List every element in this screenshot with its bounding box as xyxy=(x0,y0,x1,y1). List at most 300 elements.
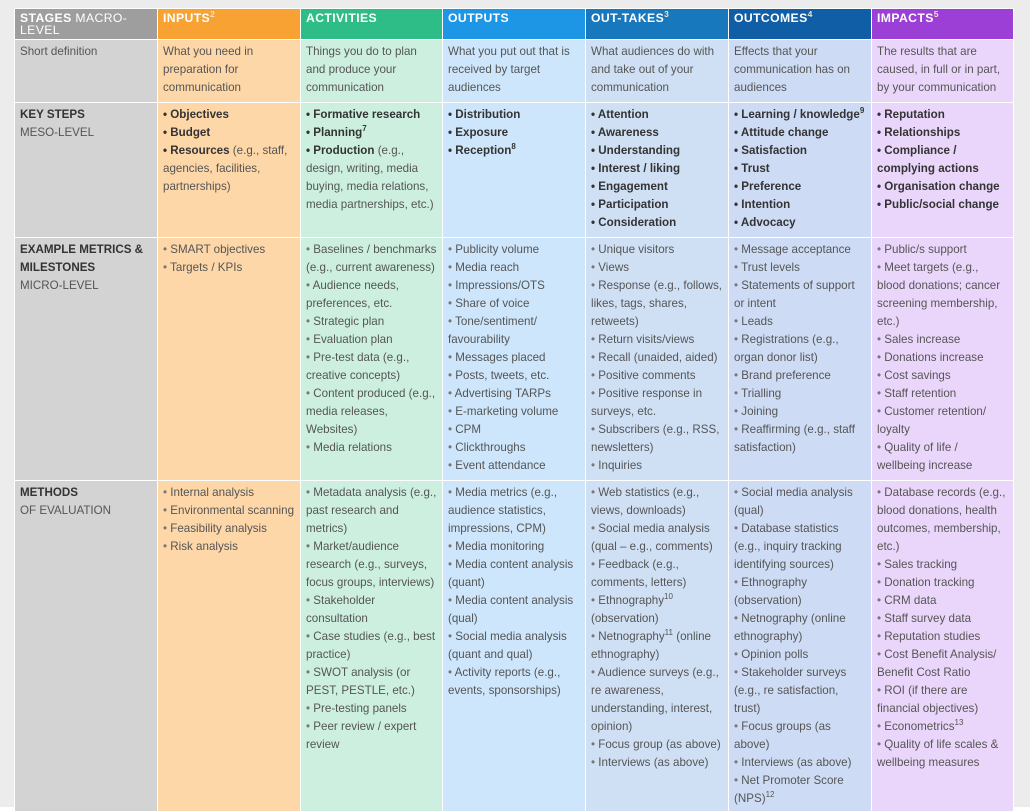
metrics-label: EXAMPLE METRICS & MILESTONES xyxy=(20,243,144,274)
list-item xyxy=(591,349,724,367)
header-inputs-footnote: 2 xyxy=(210,8,216,19)
list-item-text: Brand preference xyxy=(741,369,831,382)
list-item xyxy=(163,241,296,259)
list-item-text: Formative research xyxy=(313,108,421,121)
bullet-icon: • xyxy=(448,459,456,472)
list-item xyxy=(448,367,581,385)
bullet-icon: • xyxy=(306,351,314,364)
bullet-icon: • xyxy=(306,108,314,121)
bullet-icon: • xyxy=(591,666,598,679)
metrics-sublabel: MICRO-LEVEL xyxy=(20,279,99,292)
list-item-text: SMART objectives xyxy=(170,243,266,256)
metrics-inputs xyxy=(158,238,301,481)
list-item-text: Audience surveys (e.g., re awareness, understanding, interest, opinion) xyxy=(591,666,719,733)
bullet-icon: • xyxy=(877,594,885,607)
bullet-icon: • xyxy=(877,441,885,454)
bullet-icon: • xyxy=(877,180,885,193)
header-outputs-label: OUTPUTS xyxy=(448,11,510,25)
list-item-text: Customer retention/ loyalty xyxy=(877,405,987,436)
list-item-text: Trialling xyxy=(741,387,782,400)
list-item-text: Interest / liking xyxy=(598,162,681,175)
list-item xyxy=(591,754,724,772)
bullet-icon: • xyxy=(591,198,599,211)
list-item-text: Share of voice xyxy=(455,297,530,310)
list-item xyxy=(591,214,724,232)
list-item-text: Sales increase xyxy=(884,333,961,346)
bullet-icon: • xyxy=(877,684,885,697)
bullet-icon: • xyxy=(448,279,456,292)
key-steps-outtakes xyxy=(586,103,729,238)
list-item xyxy=(734,160,867,178)
list-item xyxy=(163,259,296,277)
list-item xyxy=(448,295,581,313)
bullet-icon: • xyxy=(591,333,599,346)
definition-impacts: The results that are caused, in full or in part, by your communication xyxy=(872,40,1014,103)
list-item xyxy=(734,214,867,232)
list-item-text: Media monitoring xyxy=(455,540,545,553)
bullet-icon: • xyxy=(734,405,742,418)
list-item-text: Clickthroughs xyxy=(455,441,526,454)
methods-sublabel: OF EVALUATION xyxy=(20,504,112,517)
methods-label-cell xyxy=(15,481,158,812)
list-item-text: Distribution xyxy=(455,108,521,121)
bullet-icon: • xyxy=(306,702,314,715)
list-item xyxy=(448,556,581,592)
key-steps-outcomes xyxy=(729,103,872,238)
methods-impacts xyxy=(872,481,1014,812)
bullet-icon: • xyxy=(163,486,171,499)
list-item xyxy=(306,538,438,592)
list-item xyxy=(591,385,724,421)
bullet-icon: • xyxy=(877,243,885,256)
bullet-icon: • xyxy=(591,594,599,607)
list-item xyxy=(591,241,724,259)
header-outtakes-footnote: 3 xyxy=(664,8,670,19)
bullet-icon: • xyxy=(591,261,599,274)
list-item-text: Trust levels xyxy=(741,261,800,274)
list-item xyxy=(163,538,296,556)
list-item-text: Interviews (as above) xyxy=(598,756,709,769)
list-item-text: Resources xyxy=(170,144,230,157)
list-item xyxy=(448,106,581,124)
bullet-icon: • xyxy=(734,648,742,661)
bullet-icon: • xyxy=(877,198,885,211)
list-item-text: Public/social change xyxy=(884,198,999,211)
key-steps-label-cell xyxy=(15,103,158,238)
methods-outputs xyxy=(443,481,586,812)
definition-activities: Things you do to plan and produce your communication xyxy=(301,40,443,103)
list-item-text: Positive comments xyxy=(598,369,696,382)
list-item xyxy=(306,142,438,214)
bullet-icon: • xyxy=(734,261,742,274)
list-item xyxy=(591,421,724,457)
list-item xyxy=(448,349,581,367)
list-item xyxy=(306,592,438,628)
methods-row xyxy=(15,481,1014,812)
list-item-text: Internal analysis xyxy=(170,486,255,499)
list-item-text: Ethnography xyxy=(598,594,665,607)
list-item xyxy=(448,421,581,439)
list-item-text: Media metrics (e.g., audience statistics, impressions, CPM) xyxy=(448,486,558,535)
list-item xyxy=(448,277,581,295)
list-item xyxy=(877,610,1009,628)
list-item-text: Planning xyxy=(313,126,363,139)
bullet-icon: • xyxy=(877,576,885,589)
key-steps-inputs xyxy=(158,103,301,238)
list-item-text: Views xyxy=(598,261,629,274)
list-item xyxy=(163,124,296,142)
list-item xyxy=(448,241,581,259)
list-item xyxy=(163,520,296,538)
list-item xyxy=(306,313,438,331)
list-item xyxy=(306,718,438,754)
list-item xyxy=(734,367,867,385)
list-item-text: Econometrics xyxy=(884,720,955,733)
bullet-icon: • xyxy=(734,774,742,787)
bullet-icon: • xyxy=(163,243,171,256)
list-item-text: Evaluation plan xyxy=(313,333,393,346)
definition-inputs: What you need in preparation for communication xyxy=(158,40,301,103)
header-outtakes xyxy=(586,9,729,40)
list-item-text: Advertising TARPs xyxy=(454,387,551,400)
bullet-icon: • xyxy=(734,243,742,256)
header-inputs xyxy=(158,9,301,40)
header-outputs xyxy=(443,9,586,40)
list-item xyxy=(734,484,867,520)
bullet-icon: • xyxy=(448,243,456,256)
bullet-icon: • xyxy=(306,243,314,256)
list-item xyxy=(877,367,1009,385)
list-item-text: Focus groups (as above) xyxy=(734,720,831,751)
list-item xyxy=(163,106,296,124)
list-item xyxy=(591,178,724,196)
list-item-text: Netnography (online ethnography) xyxy=(734,612,846,643)
list-item-text: Net Promoter Score (NPS) xyxy=(734,774,844,805)
list-item xyxy=(734,331,867,367)
footnote-marker: 12 xyxy=(765,790,775,800)
list-item xyxy=(591,124,724,142)
bullet-icon: • xyxy=(877,261,885,274)
list-item xyxy=(877,556,1009,574)
bullet-icon: • xyxy=(448,630,456,643)
methods-outcomes xyxy=(729,481,872,812)
bullet-icon: • xyxy=(877,369,885,382)
bullet-icon: • xyxy=(877,126,885,139)
bullet-icon: • xyxy=(877,486,885,499)
list-item-text: Pre-test data (e.g., creative concepts) xyxy=(306,351,410,382)
bullet-icon: • xyxy=(591,630,599,643)
list-item xyxy=(877,106,1009,124)
header-outcomes xyxy=(729,9,872,40)
bullet-icon: • xyxy=(591,108,598,121)
list-item xyxy=(734,421,867,457)
list-item-text: Cost Benefit Analysis/ Benefit Cost Ratio xyxy=(877,648,997,679)
list-item-text: Social media analysis (quant and qual) xyxy=(448,630,567,661)
list-item-text: Budget xyxy=(170,126,211,139)
list-item-text: Donation tracking xyxy=(884,576,975,589)
bullet-icon: • xyxy=(591,144,599,157)
list-item xyxy=(734,241,867,259)
list-item xyxy=(448,592,581,628)
bullet-icon: • xyxy=(734,108,742,121)
list-item-text: Consideration xyxy=(598,216,677,229)
bullet-icon: • xyxy=(448,441,456,454)
list-item xyxy=(306,700,438,718)
bullet-icon: • xyxy=(591,216,599,229)
bullet-icon: • xyxy=(306,315,314,328)
footnote-marker: 10 xyxy=(664,592,673,602)
list-item-text: Targets / KPIs xyxy=(170,261,243,274)
bullet-icon: • xyxy=(734,315,742,328)
list-item-text: Media content analysis (quant) xyxy=(448,558,574,589)
bullet-icon: • xyxy=(591,369,599,382)
list-item xyxy=(734,259,867,277)
list-item-text: Reaffirming (e.g., staff satisfaction) xyxy=(734,423,855,454)
bullet-icon: • xyxy=(591,486,599,499)
list-item xyxy=(448,457,581,475)
list-item xyxy=(448,439,581,457)
metrics-outcomes xyxy=(729,238,872,481)
list-item-text: Objectives xyxy=(170,108,229,121)
list-item xyxy=(591,142,724,160)
list-item xyxy=(877,592,1009,610)
list-item-text: Attitude change xyxy=(740,126,829,139)
bullet-icon: • xyxy=(591,126,598,139)
list-item-text: Focus group (as above) xyxy=(598,738,721,751)
header-activities-label: ACTIVITIES xyxy=(306,11,378,25)
list-item-text: Quality of life / wellbeing increase xyxy=(877,441,973,472)
list-item-text: Donations increase xyxy=(884,351,984,364)
list-item-text: Registrations (e.g., organ donor list) xyxy=(734,333,839,364)
bullet-icon: • xyxy=(591,738,599,751)
list-item xyxy=(734,772,867,808)
list-item-text: Publicity volume xyxy=(455,243,540,256)
list-item-text: Metadata analysis (e.g., past research and metrics) xyxy=(306,486,437,535)
bullet-icon: • xyxy=(734,522,742,535)
bullet-icon: • xyxy=(591,459,599,472)
list-item-detail: (e.g., staff, agencies, facilities, partnerships) xyxy=(163,144,288,193)
list-item-text: Organisation change xyxy=(884,180,1000,193)
list-item xyxy=(877,124,1009,142)
bullet-icon: • xyxy=(448,558,456,571)
list-item xyxy=(591,664,724,736)
list-item-text: Peer review / expert review xyxy=(306,720,417,751)
bullet-icon: • xyxy=(448,666,455,679)
list-item-text: Interviews (as above) xyxy=(741,756,852,769)
list-item-text: Quality of life scales & wellbeing measures xyxy=(877,738,999,769)
bullet-icon: • xyxy=(734,423,742,436)
definition-outputs: What you put out that is received by target audiences xyxy=(443,40,586,103)
list-item-text: Activity reports (e.g., events, sponsorships) xyxy=(448,666,561,697)
list-item-text: Stakeholder surveys (e.g., re satisfaction, trust) xyxy=(734,666,847,715)
list-item-text: Engagement xyxy=(598,180,668,193)
list-item xyxy=(877,331,1009,349)
bullet-icon: • xyxy=(877,144,885,157)
list-item xyxy=(306,277,438,313)
footnote-marker: 13 xyxy=(954,718,964,728)
list-item xyxy=(591,556,724,592)
bullet-icon: • xyxy=(591,279,599,292)
list-item xyxy=(734,178,867,196)
bullet-icon: • xyxy=(877,648,885,661)
list-item-text: CPM xyxy=(455,423,482,436)
bullet-icon: • xyxy=(306,144,314,157)
list-item-text: Compliance / complying actions xyxy=(877,144,979,175)
list-item xyxy=(448,628,581,664)
list-item-text: Relationships xyxy=(884,126,961,139)
list-item xyxy=(591,457,724,475)
list-item-text: Database records (e.g., blood donations, health outcomes, membership, etc.) xyxy=(877,486,1006,553)
bullet-icon: • xyxy=(877,630,885,643)
list-item-text: Trust xyxy=(741,162,770,175)
bullet-icon: • xyxy=(306,486,314,499)
list-item xyxy=(591,367,724,385)
list-item-text: Media content analysis (qual) xyxy=(448,594,574,625)
list-item-text: ROI (if there are financial objectives) xyxy=(877,684,979,715)
list-item xyxy=(448,385,581,403)
list-item-text: Participation xyxy=(598,198,669,211)
methods-inputs xyxy=(158,481,301,812)
list-item xyxy=(306,385,438,439)
bullet-icon: • xyxy=(877,405,885,418)
list-item-text: Exposure xyxy=(455,126,509,139)
bullet-icon: • xyxy=(306,126,314,139)
list-item-text: Recall (unaided, aided) xyxy=(598,351,718,364)
bullet-icon: • xyxy=(877,387,885,400)
list-item xyxy=(591,331,724,349)
list-item xyxy=(877,718,1009,736)
list-item-text: Pre-testing panels xyxy=(313,702,407,715)
list-item xyxy=(734,646,867,664)
bullet-icon: • xyxy=(306,441,314,454)
list-item-text: Positive response in surveys, etc. xyxy=(591,387,703,418)
key-steps-outputs xyxy=(443,103,586,238)
list-item xyxy=(734,196,867,214)
list-item xyxy=(448,124,581,142)
header-activities xyxy=(301,9,443,40)
definition-row xyxy=(15,40,1014,103)
list-item-text: Production xyxy=(313,144,375,157)
footnote-marker: 7 xyxy=(362,124,367,134)
list-item-text: Web statistics (e.g., views, downloads) xyxy=(591,486,700,517)
bullet-icon: • xyxy=(591,180,599,193)
bullet-icon: • xyxy=(448,387,455,400)
bullet-icon: • xyxy=(734,180,742,193)
list-item xyxy=(448,484,581,538)
list-item-text: Posts, tweets, etc. xyxy=(455,369,550,382)
list-item-text: Messages placed xyxy=(455,351,546,364)
list-item xyxy=(877,196,1009,214)
list-item xyxy=(448,259,581,277)
list-item-text: Social media analysis (qual – e.g., comments) xyxy=(591,522,713,553)
bullet-icon: • xyxy=(734,216,741,229)
list-item xyxy=(306,349,438,385)
list-item-text: Media relations xyxy=(313,441,392,454)
bullet-icon: • xyxy=(306,630,314,643)
header-stages-sub2: LEVEL xyxy=(20,23,60,37)
list-item xyxy=(877,259,1009,331)
list-item xyxy=(306,331,438,349)
list-item xyxy=(734,520,867,574)
list-item-text: Preference xyxy=(741,180,802,193)
list-item-text: Understanding xyxy=(598,144,681,157)
methods-outtakes xyxy=(586,481,729,812)
list-item xyxy=(306,106,438,124)
list-item xyxy=(306,484,438,538)
list-item xyxy=(591,160,724,178)
bullet-icon: • xyxy=(448,423,456,436)
definition-outcomes: Effects that your communication has on audiences xyxy=(729,40,872,103)
list-item xyxy=(591,736,724,754)
bullet-icon: • xyxy=(448,540,456,553)
list-item xyxy=(734,574,867,610)
list-item xyxy=(734,313,867,331)
footnote-marker: 8 xyxy=(511,142,516,152)
bullet-icon: • xyxy=(306,279,313,292)
list-item xyxy=(734,385,867,403)
list-item xyxy=(591,484,724,520)
list-item-text: Joining xyxy=(741,405,779,418)
bullet-icon: • xyxy=(877,558,885,571)
list-item xyxy=(734,754,867,772)
list-item-text: Market/audience research (e.g., surveys, focus groups, interviews) xyxy=(306,540,435,589)
list-item-text: Staff retention xyxy=(884,387,957,400)
bullet-icon: • xyxy=(734,666,742,679)
bullet-icon: • xyxy=(306,720,314,733)
list-item xyxy=(306,664,438,700)
header-outcomes-footnote: 4 xyxy=(807,8,813,19)
list-item xyxy=(591,259,724,277)
list-item xyxy=(734,610,867,646)
bullet-icon: • xyxy=(877,333,885,346)
list-item-detail: (e.g., design, writing, media buying, media relations, media partnerships, etc.) xyxy=(306,144,434,211)
bullet-icon: • xyxy=(448,126,456,139)
bullet-icon: • xyxy=(448,144,456,157)
list-item-text: Sales tracking xyxy=(884,558,958,571)
list-item xyxy=(877,439,1009,475)
footnote-marker: 9 xyxy=(859,106,865,116)
list-item-text: Tone/sentiment/ favourability xyxy=(448,315,537,346)
list-item xyxy=(448,403,581,421)
list-item-text: Social media analysis (qual) xyxy=(734,486,853,517)
bullet-icon: • xyxy=(734,162,742,175)
list-item xyxy=(734,277,867,313)
bullet-icon: • xyxy=(877,612,885,625)
key-steps-sublabel: MESO-LEVEL xyxy=(20,126,95,139)
key-steps-activities xyxy=(301,103,443,238)
list-item-text: Netnography xyxy=(598,630,665,643)
evaluation-framework-table xyxy=(14,8,1014,812)
list-item xyxy=(591,196,724,214)
bullet-icon: • xyxy=(734,720,742,733)
list-item-text: Cost savings xyxy=(884,369,951,382)
header-impacts-label: IMPACTS xyxy=(877,11,934,25)
list-item xyxy=(591,277,724,331)
list-item-text: Learning / knowledge xyxy=(741,108,860,121)
list-item-text: Feedback (e.g., comments, letters) xyxy=(591,558,687,589)
list-item xyxy=(734,124,867,142)
bullet-icon: • xyxy=(591,162,599,175)
bullet-icon: • xyxy=(306,387,314,400)
footnote-marker: 11 xyxy=(664,628,673,638)
list-item-text: Reception xyxy=(455,144,512,157)
definition-outtakes: What audiences do with and take out of your communication xyxy=(586,40,729,103)
list-item-text: Advocacy xyxy=(740,216,796,229)
bullet-icon: • xyxy=(877,351,885,364)
bullet-icon: • xyxy=(448,297,456,310)
key-steps-label: KEY STEPS xyxy=(20,108,85,121)
list-item-text: Strategic plan xyxy=(313,315,385,328)
